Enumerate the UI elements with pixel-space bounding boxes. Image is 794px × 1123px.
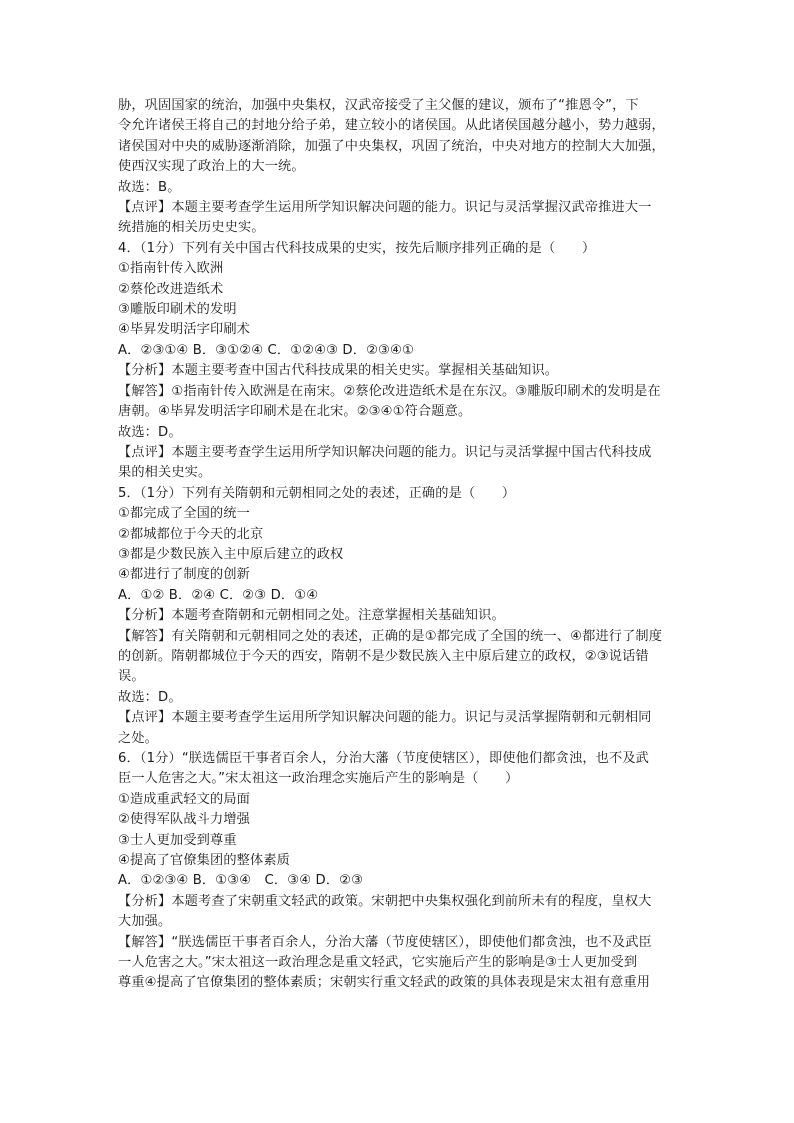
text-line: 故选：D。 bbox=[118, 424, 182, 440]
text-line: ④提高了官僚集团的整体素质 bbox=[118, 853, 291, 869]
text-line: 臣一人危害之大。”宋太祖这一政治理念实施后产生的影响是（ ） bbox=[118, 771, 519, 787]
text-line: 诸侯国对中央的威胁逐渐消除，加强了中央集权，巩固了统治，中央对地方的控制大大加强， bbox=[118, 138, 665, 154]
text-line: 令允许诸侯王将自己的封地分给子弟，建立较小的诸侯国。从此诸侯国越分越小，势力越弱， bbox=[118, 118, 665, 134]
text-line: 【分析】本题主要考查中国古代科技成果的相关史实。掌握相关基础知识。 bbox=[118, 363, 559, 379]
text-line: A．①②③④ B．①③④ C．③④ D．②③ bbox=[118, 873, 364, 889]
text-line: 【分析】本题考查了宋朝重文轻武的政策。宋朝把中央集权强化到前所未有的程度，皇权大 bbox=[118, 893, 652, 909]
text-line: 唐朝。④毕昇发明活字印刷术是在北宋。②③④①符合题意。 bbox=[118, 404, 472, 420]
text-line: 【解答】有关隋朝和元朝相同之处的表述，正确的是①都完成了全国的统一、④都进行了制度 bbox=[118, 628, 663, 644]
text-line: ②都城都位于今天的北京 bbox=[118, 526, 264, 542]
text-line: 【分析】本题考查隋朝和元朝相同之处。注意掌握相关基础知识。 bbox=[118, 608, 505, 624]
text-line: 【解答】①指南针传入欧洲是在南宋。②蔡伦改进造纸术是在东汉。③雕版印刷术的发明是在 bbox=[118, 383, 661, 399]
text-line: 果的相关史实。 bbox=[118, 465, 212, 481]
text-line: ①指南针传入欧洲 bbox=[118, 261, 224, 277]
text-line: 统措施的相关历史史实。 bbox=[118, 220, 265, 236]
text-line: 的创新。隋朝都城位于今天的西安，隋朝不是少数民族入主中原后建立的政权，②③说话错 bbox=[118, 648, 649, 664]
text-line: ④毕昇发明活字印刷术 bbox=[118, 322, 251, 338]
text-line: 之处。 bbox=[118, 730, 159, 746]
text-line: 一人危害之大。”宋太祖这一政治理念是重文轻武，它实施后产生的影响是③士人更加受到 bbox=[118, 955, 638, 971]
text-line: 6．（1分）“朕选儒臣干事者百余人，分治大藩（节度使辖区），即使他们都贪浊，也不及武 bbox=[118, 751, 650, 766]
text-line: ③都是少数民族入主中原后建立的政权 bbox=[118, 546, 344, 562]
text-line: 5．（1分）下列有关隋朝和元朝相同之处的表述，正确的是（ ） bbox=[118, 485, 516, 501]
text-line: 误。 bbox=[118, 669, 145, 685]
text-line: A．②③①④ B．③①②④ C．①②④③ D．②③④① bbox=[118, 342, 414, 358]
text-line: ①造成重武轻文的局面 bbox=[118, 791, 251, 807]
document-page bbox=[118, 96, 686, 994]
text-line: ③雕版印刷术的发明 bbox=[118, 302, 237, 318]
text-line: ③士人更加受到尊重 bbox=[118, 832, 237, 848]
text-line: 故选：B。 bbox=[118, 179, 181, 195]
text-line: 故选：D。 bbox=[118, 689, 182, 705]
text-line: 使西汉实现了政治上的大一统。 bbox=[118, 159, 305, 175]
text-line: 【点评】本题主要考查学生运用所学知识解决问题的能力。识记与灵活掌握隋朝和元朝相同 bbox=[118, 710, 652, 726]
text-line: 胁，巩固国家的统治，加强中央集权，汉武帝接受了主父偃的建议，颁布了“推恩令”，下 bbox=[118, 98, 639, 113]
text-line: 4．（1分）下列有关中国古代科技成果的史实，按先后顺序排列正确的是（ ） bbox=[118, 240, 596, 256]
text-line: 大加强。 bbox=[118, 914, 172, 930]
text-line: A．①② B．②④ C．②③ D．①④ bbox=[118, 587, 319, 603]
text-line: ①都完成了全国的统一 bbox=[118, 506, 251, 522]
text-line: 【点评】本题主要考查学生运用所学知识解决问题的能力。识记与灵活掌握汉武帝推进大一 bbox=[118, 200, 652, 216]
text-line: ②蔡伦改进造纸术 bbox=[118, 281, 224, 297]
text-line: ④都进行了制度的创新 bbox=[118, 567, 251, 583]
text-line: 【解答】“朕选儒臣干事者百余人，分治大藩（节度使辖区），即使他们都贪浊，也不及武臣 bbox=[118, 934, 652, 950]
text-line: ②使得军队战斗力增强 bbox=[118, 812, 251, 828]
text-line: 尊重④提高了官僚集团的整体素质；宋朝实行重文轻武的政策的具体表现是宋太祖有意重用 bbox=[118, 975, 651, 991]
text-line: 【点评】本题主要考查学生运用所学知识解决问题的能力。识记与灵活掌握中国古代科技成 bbox=[118, 444, 652, 460]
